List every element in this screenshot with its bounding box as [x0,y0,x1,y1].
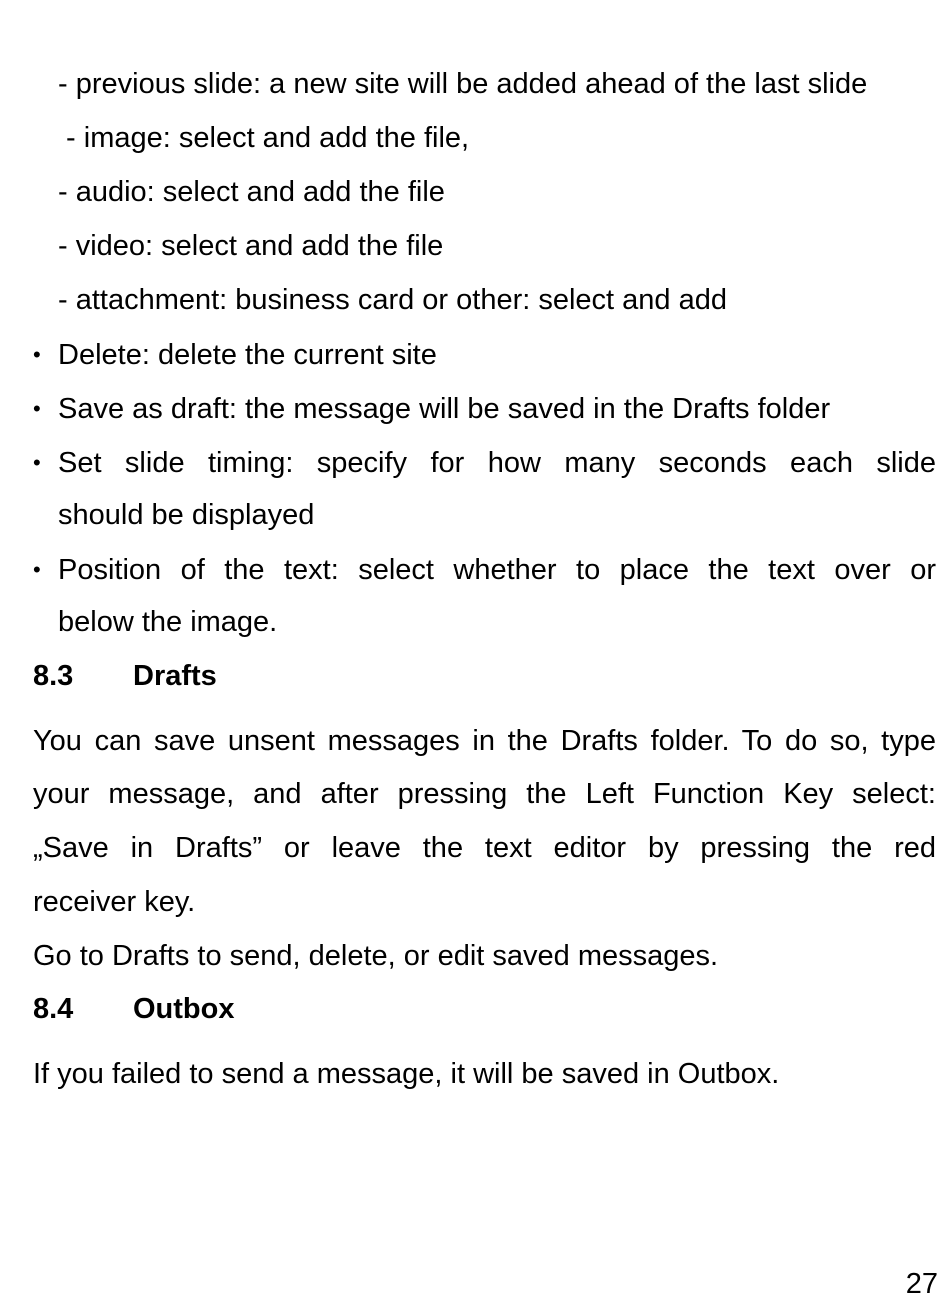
bullet-save-as-draft: Save as draft: the message will be saved in the Drafts folder [58,393,831,425]
sub-item-video: - video: select and add the file [58,230,444,262]
drafts-paragraph-line1: You can save unsent messages in the Drafts folder. To do so, type [33,725,936,757]
sub-item-image: - image: select and add the file, [58,122,470,154]
bullet-delete: Delete: delete the current site [58,339,437,371]
sub-item-attachment: - attachment: business card or other: select and add [58,284,727,316]
bullet-slide-timing-line2: should be displayed [58,499,315,531]
drafts-paragraph-2: Go to Drafts to send, delete, or edit saved messages. [33,940,719,972]
drafts-paragraph-line4: receiver key. [33,886,196,918]
bullet-text-position-line1: Position of the text: select whether to place the text over or [58,554,936,586]
section-title: Drafts [133,660,217,692]
section-number: 8.3 [33,660,74,692]
section-title: Outbox [133,993,235,1025]
outbox-paragraph: If you failed to send a message, it will be saved in Outbox. [33,1058,780,1090]
sub-item-audio: - audio: select and add the file [58,176,445,208]
section-number: 8.4 [33,993,74,1025]
page-number: 27 [905,1268,938,1300]
bullet-marker: • [33,450,41,475]
bullet-slide-timing-line1: Set slide timing: specify for how many seconds each slide [58,447,936,479]
drafts-paragraph-line3: „Save in Drafts” or leave the text editor by pressing the red [33,832,936,864]
bullet-marker: • [33,342,41,367]
sub-item-previous-slide: - previous slide: a new site will be added ahead of the last slide [58,68,868,100]
bullet-text-position-line2: below the image. [58,606,278,638]
bullet-marker: • [33,557,41,582]
drafts-paragraph-line2: your message, and after pressing the Left Function Key select: [33,778,936,810]
bullet-marker: • [33,396,41,421]
